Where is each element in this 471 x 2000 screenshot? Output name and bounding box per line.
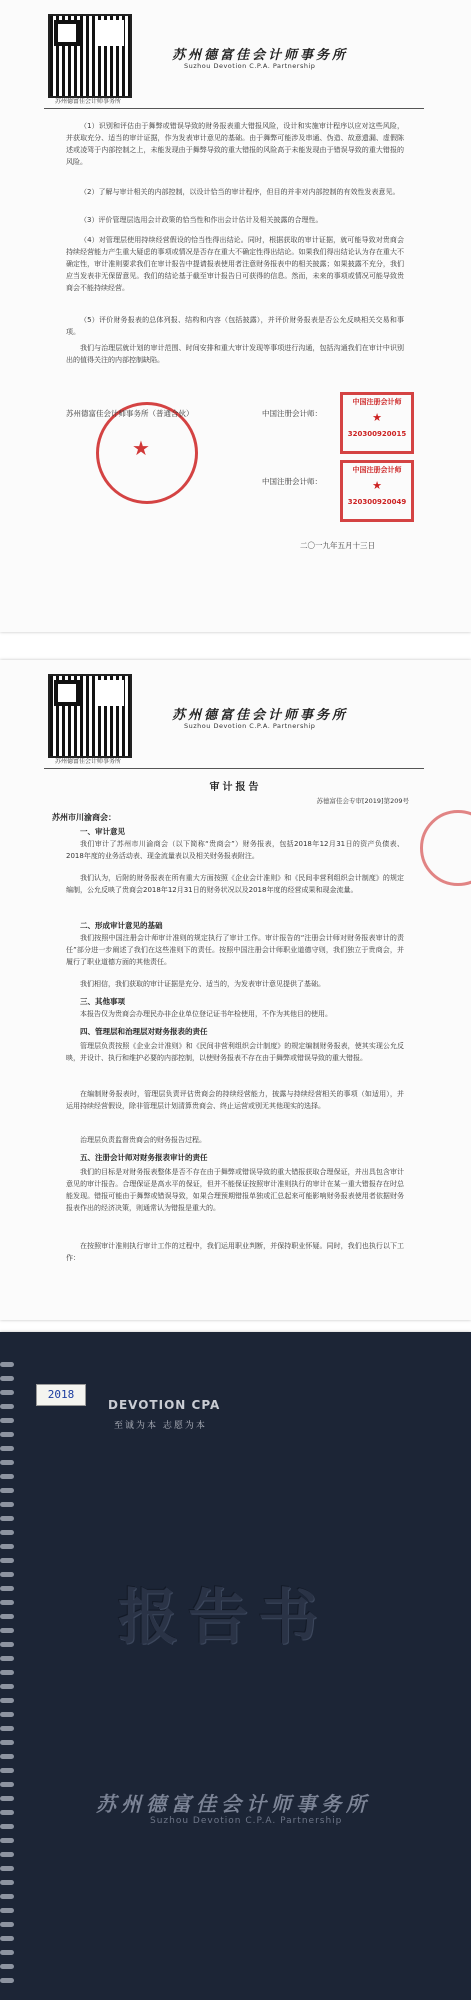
paragraph-risk: （1）识别和评估由于舞弊或错误导致的财务报表重大错报风险，设计和实施审计程序以应对这些风险，并获取充分、适当的审计证据，作为发表审计意见的基础。由于舞弊可能涉及串通、伪造、故意遗漏、虚假陈述或凌驾于内部控制之上，未能发现由于舞弊导致的重大错报的风险高于未能发现由于错误导致的重大错报的风险。 <box>66 122 404 166</box>
cpa-seal-2-number: 320300920049 <box>347 498 407 506</box>
letterhead-firm-name-en: Suzhou Devotion C.P.A. Partnership <box>184 62 316 70</box>
cpa-seal-1: 中国注册会计师 ★ 320300920015 <box>340 392 414 454</box>
cover-brand: DEVOTION CPA <box>108 1398 221 1412</box>
qr-code <box>48 14 132 98</box>
cpa-seal-2: 中国注册会计师 ★ 320300920049 <box>340 460 414 522</box>
management-paragraph-2: 在编制财务报表时，管理层负责评估贵商会的持续经营能力，披露与持续经营相关的事项（如适用），并运用持续经营假设，除非管理层计划清算贵商会、终止运营或别无其他现实的选择。 <box>66 1090 404 1110</box>
paragraph-internal-control: （2）了解与审计相关的内部控制，以设计恰当的审计程序，但目的并非对内部控制的有效性发表意见。 <box>80 188 400 196</box>
year-label: 2018 <box>36 1384 86 1406</box>
basis-paragraph-2: 我们相信，我们获取的审计证据是充分、适当的，为发表审计意见提供了基础。 <box>80 980 325 988</box>
letterhead-firm-name: 苏州德富佳会计师事务所 <box>172 48 349 63</box>
letterhead-divider <box>44 108 424 109</box>
paragraph-presentation: （5）评价财务报表的总体列报、结构和内容（包括披露），并评价财务报表是否公允反映相关交易和事项。 <box>66 316 404 336</box>
cover-slogan: 至诚为本 志愿为本 <box>114 1421 207 1431</box>
report-ref-no: 苏德富佳会专审[2019]第209号 <box>316 797 409 805</box>
cpa-seal-1-number: 320300920015 <box>347 430 407 438</box>
cover-firm-name: 苏州德富佳会计师事务所 <box>96 1792 371 1816</box>
cpa-seal-2-title: 中国注册会计师 <box>352 466 402 474</box>
cpa-label-2: 中国注册会计师： <box>262 477 322 486</box>
report-title: 审计报告 <box>209 782 262 793</box>
cpa-label-1: 中国注册会计师： <box>262 409 322 418</box>
qr-caption: 苏州德富佳会计师事务所 <box>54 98 121 105</box>
other-paragraph: 本报告仅为贵商会办理民办非企业单位登记证书年检使用，不作为其他目的使用。 <box>80 1010 332 1018</box>
letterhead-divider-2 <box>44 768 424 769</box>
section-opinion-heading: 一、审计意见 <box>80 827 125 836</box>
addressee: 苏州市川渝商会： <box>52 813 116 822</box>
paragraph-communication: 我们与治理层就计划的审计范围、时间安排和重大审计发现等事项进行沟通，包括沟通我们在审计中识别出的值得关注的内部控制缺陷。 <box>66 344 404 364</box>
basis-paragraph-1: 我们按照中国注册会计师审计准则的规定执行了审计工作。审计报告的“注册会计师对财务报表审计的责任”部分进一步阐述了我们在这些准则下的责任。按照中国注册会计师职业道德守则，我们独立于贵商会，并履行了职业道德方面的其他责任。 <box>66 934 404 966</box>
section-management-heading: 四、管理层和治理层对财务报表的责任 <box>80 1027 208 1036</box>
section-auditor-heading: 五、注册会计师对财务报表审计的责任 <box>80 1153 208 1162</box>
cover-firm-name-en: Suzhou Devotion C.P.A. Partnership <box>150 1816 343 1826</box>
section-basis-heading: 二、形成审计意见的基础 <box>80 921 163 930</box>
management-paragraph-3: 治理层负责监督贵商会的财务报告过程。 <box>80 1136 206 1144</box>
letterhead-firm-name-en-2: Suzhou Devotion C.P.A. Partnership <box>184 722 316 730</box>
opinion-paragraph-2: 我们认为，后附的财务报表在所有重大方面按照《企业会计准则》和《民间非营利组织会计制度》的规定编制，公允反映了贵商会2018年12月31日的财务状况以及2018年度的经营成果和现金流量。 <box>66 874 404 894</box>
report-date: 二〇一九年五月十三日 <box>300 541 375 550</box>
auditor-paragraph-1: 我们的目标是对财务报表整体是否不存在由于舞弊或错误导致的重大错报获取合理保证，并出具包含审计意见的审计报告。合理保证是高水平的保证，但并不能保证按照审计准则执行的审计在某一重大错报存在时总能发现。错报可能由于舞弊或错误导致，如果合理预期错报单独或汇总起来可能影响财务报表使用者依据财务报表作出的经济决策，则通常认为错报是重大的。 <box>66 1168 404 1212</box>
auditor-paragraph-2: 在按照审计准则执行审计工作的过程中，我们运用职业判断，并保持职业怀疑。同时，我们也执行以下工作： <box>66 1242 404 1262</box>
signer-firm: 苏州德富佳会计师事务所（普通合伙） <box>66 409 194 418</box>
seal-star-icon: ★ <box>132 436 150 460</box>
opinion-paragraph-1: 我们审计了苏州市川渝商会（以下简称“贵商会”）财务报表，包括2018年12月31日的资产负债表、2018年度的业务活动表、现金流量表以及相关财务报表附注。 <box>66 840 404 860</box>
report-cover <box>0 1332 471 2000</box>
cpa-seal-1-title: 中国注册会计师 <box>352 398 402 406</box>
management-paragraph-1: 管理层负责按照《企业会计准则》和《民间非营利组织会计制度》的规定编制财务报表，使其实现公允反映，并设计、执行和维护必要的内部控制，以使财务报表不存在由于舞弊或错误导致的重大错报。 <box>66 1042 404 1062</box>
letterhead-firm-name-2: 苏州德富佳会计师事务所 <box>172 708 349 723</box>
cover-title: 报告书 <box>118 1583 328 1653</box>
edge-seal <box>420 810 471 886</box>
paragraph-accounting-policy: （3）评价管理层选用会计政策的恰当性和作出会计估计及相关披露的合理性。 <box>80 216 323 224</box>
section-other-heading: 三、其他事项 <box>80 997 125 1006</box>
paragraph-going-concern: （4）对管理层使用持续经营假设的恰当性得出结论。同时，根据获取的审计证据，就可能导致对贵商会持续经营能力产生重大疑虑的事项或情况是否存在重大不确定性得出结论。如果我们得出结论认为存在重大不确定性，审计准则要求我们在审计报告中提请报表使用者注意财务报表中的相关披露；如果披露不充分，我们应当发表非无保留意见。我们的结论基于截至审计报告日可获得的信息。然而，未来的事项或情况可能导致贵商会不能持续经营。 <box>66 236 404 292</box>
report-page-1 <box>0 0 471 632</box>
qr-caption-2: 苏州德富佳会计师事务所 <box>54 758 121 765</box>
qr-code-2 <box>48 674 132 758</box>
report-page-2 <box>0 660 471 1320</box>
